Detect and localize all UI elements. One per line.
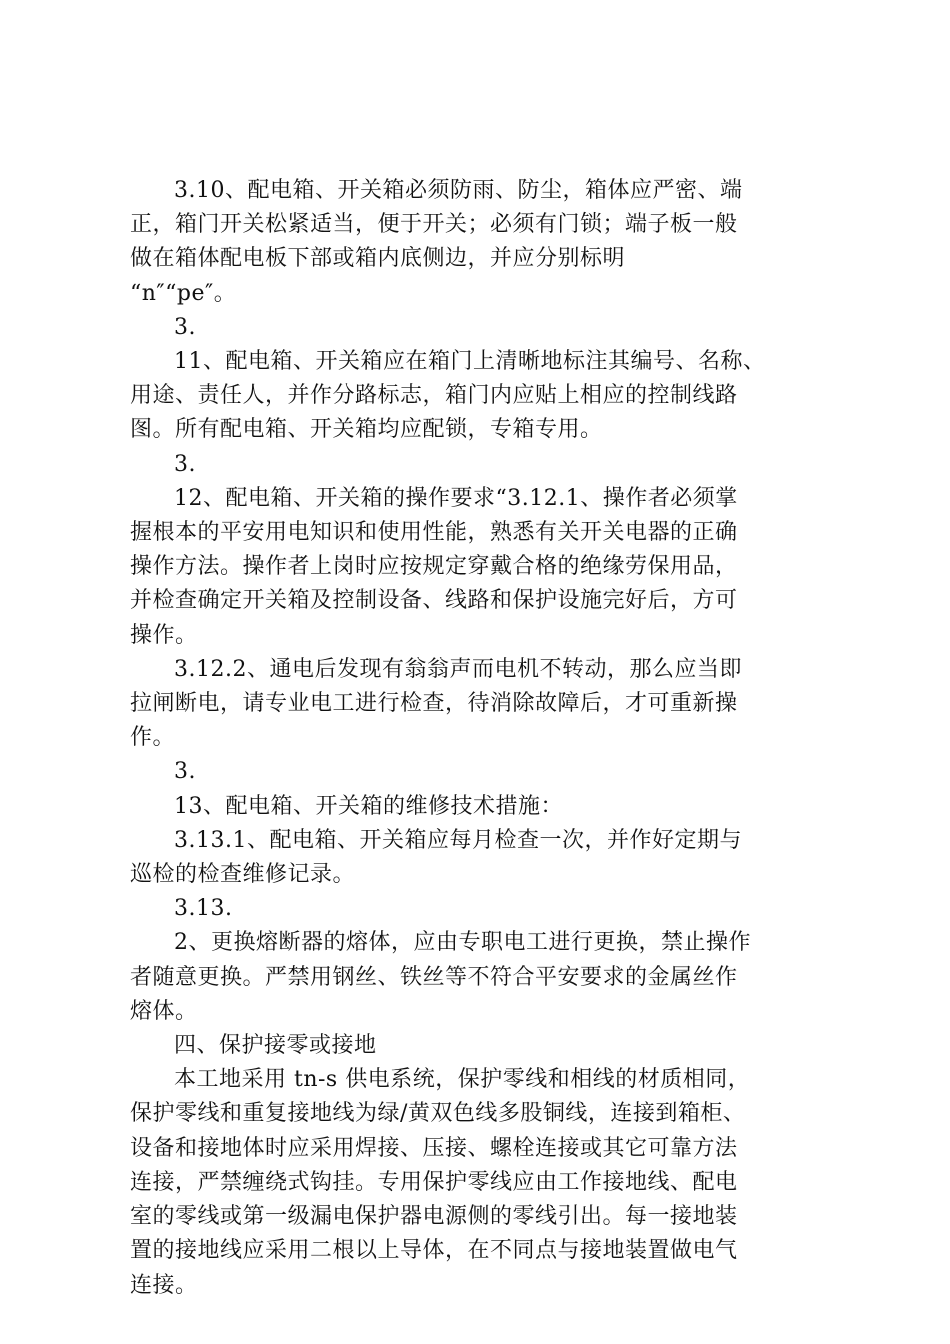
text-line: 设备和接地体时应采用焊接、压接、螺栓连接或其它可靠方法 [130,1135,738,1161]
text-line: 者随意更换。严禁用钢丝、铁丝等不符合平安要求的金属丝作 [130,964,738,990]
text-line: 做在箱体配电板下部或箱内底侧边，并应分别标明 [130,246,626,272]
paragraph [130,482,830,653]
text-line: 巡检的检查维修记录。 [130,862,356,888]
text-line: 11、配电箱、开关箱应在箱门上清晰地标注其编号、名称、 [174,349,766,375]
text-line: 3.10、配电箱、开关箱必须防雨、防尘，箱体应严密、端 [174,178,743,203]
text-line: 操作。 [130,622,198,648]
paragraph [130,653,830,756]
text-line: 正，箱门开关松紧适当，便于开关；必须有门锁；端子板一般 [130,212,738,238]
text-line: 3.12.2、通电后发现有翁翁声而电机不转动，那么应当即 [174,656,742,682]
paragraph [130,755,830,789]
text-line: 2、更换熔断器的熔体，应由专职电工进行更换，禁止操作 [174,930,751,956]
text-line: 保护零线和重复接地线为绿/黄双色线多股铜线，连接到箱柜、 [130,1101,746,1127]
text-line: 室的零线或第一级漏电保护器电源侧的零线引出。每一接地装 [130,1204,738,1230]
paragraph [130,345,830,448]
text-line: 熔体。 [130,998,198,1024]
text-line: “n″“pe″。 [130,280,237,306]
text-line: 3. [174,451,196,477]
text-line: 握根本的平安用电知识和使用性能，熟悉有关开关电器的正确 [130,520,738,546]
text-line: 拉闸断电，请专业电工进行检查，待消除故障后，才可重新操 [130,691,738,717]
text-line: 3. [174,314,196,340]
paragraph [130,824,830,892]
text-line: 3.13.1、配电箱、开关箱应每月检查一次，并作好定期与 [174,827,742,853]
text-line: 连接。 [130,1272,198,1298]
text-line: 操作方法。操作者上岗时应按规定穿戴合格的绝缘劳保用品， [130,554,738,580]
paragraph [130,448,830,482]
text-line: 作。 [130,725,176,751]
paragraph [130,311,830,345]
text-line: 连接，严禁缠绕式钩挂。专用保护零线应由工作接地线、配电 [130,1169,738,1195]
text-line: 并检查确定开关箱及控制设备、线路和保护设施完好后，方可 [130,588,738,614]
paragraph [130,790,830,824]
paragraph [130,174,830,311]
text-line: 用途、责任人，并作分路标志，箱门内应贴上相应的控制线路 [130,383,738,409]
document-page [130,174,830,1303]
paragraph [130,1063,830,1302]
text-line: 本工地采用 tn-s 供电系统，保护零线和相线的材质相同， [174,1067,751,1093]
text-line: 置的接地线应采用二根以上导体，在不同点与接地装置做电气 [130,1238,738,1264]
text-line: 四、保护接零或接地 [174,1033,377,1059]
text-line: 12、配电箱、开关箱的操作要求“3.12.1、操作者必须掌 [174,485,738,511]
paragraph [130,926,830,1029]
paragraph [130,892,830,926]
text-line: 13、配电箱、开关箱的维修技术措施： [174,793,563,819]
text-line: 图。所有配电箱、开关箱均应配锁，专箱专用。 [130,417,603,443]
paragraph [130,1029,830,1063]
text-line: 3. [174,759,196,785]
text-line: 3.13. [174,896,233,922]
